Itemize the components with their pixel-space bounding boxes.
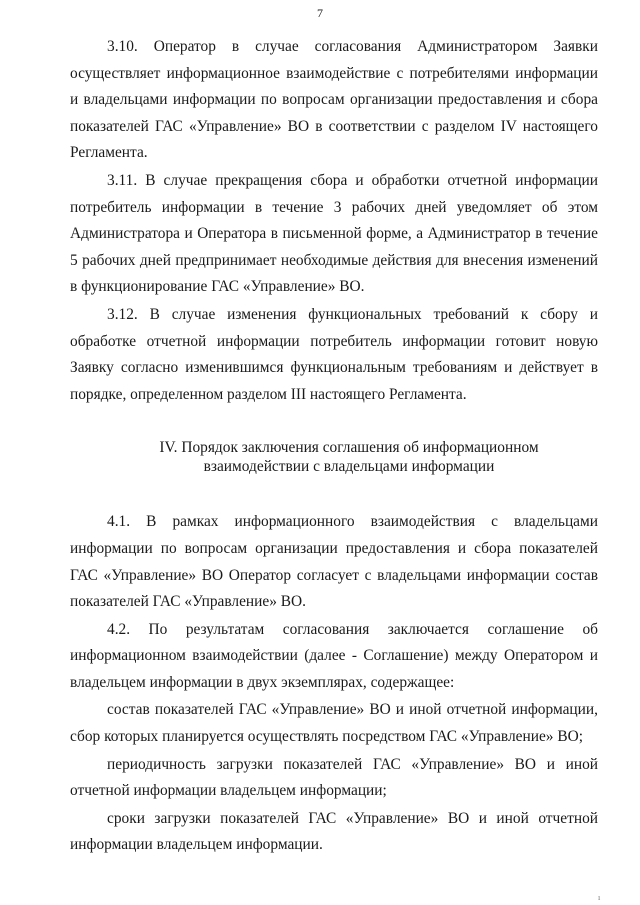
list-item-composition: состав показателей ГАС «Управление» ВО и иной отчетной информации, сбор которых планируется осуществлять посредством ГАС «Управление» ВО;	[70, 701, 598, 746]
paragraph-4-2: 4.2. По результатам согласования заключается соглашение об информационном взаимодействии (далее - Соглашение) между Оператором и владельцем информации в двух экземплярах, содержащее:	[70, 620, 598, 691]
section-heading	[70, 438, 598, 476]
paragraph-3-12: 3.12. В случае изменения функциональных требований к сбору и обработке отчетной информации потребитель информации готовит новую Заявку согласно изменившимся функциональным требованиям и действует в порядке, определенном разделом III настоящего Регламента.	[70, 305, 598, 403]
list-item-periodicity: периодичность загрузки показателей ГАС «Управление» ВО и иной отчетной информации владельцем информации;	[70, 755, 598, 800]
scan-corner-mark: ı	[598, 893, 601, 902]
section-heading-line-2: взаимодействии с владельцами информации	[203, 458, 495, 476]
paragraph-3-10: 3.10. Оператор в случае согласования Администратором Заявки осуществляет информационное взаимодействие с потребителями информации и владельцами информации по вопросам организации предоставления и сбора показателей ГАС «Управление» ВО в соответствии с разделом IV настоящего Регламента.	[70, 38, 598, 162]
paragraph-4-1: 4.1. В рамках информационного взаимодействия с владельцами информации по вопросам организации предоставления и сбора показателей ГАС «Управление» ВО Оператор согласует с владельцами информации состав показателей ГАС «Управление» ВО.	[70, 513, 598, 611]
section-heading-line-1: IV. Порядок заключения соглашения об информационном	[159, 439, 539, 457]
paragraph-3-11: 3.11. В случае прекращения сбора и обработки отчетной информации потребитель информации в течение 3 рабочих дней уведомляет об этом Администратора и Оператора в письменной форме, а Администратор в течение 5 рабочих дней предпринимает необходимые действия для внесения изменений в функционирование ГАС «Управление» ВО.	[70, 171, 598, 296]
document-body	[70, 34, 598, 859]
list-item-deadlines: сроки загрузки показателей ГАС «Управление» ВО и иной отчетной информации владельцем информации.	[70, 809, 598, 854]
page-number: 7	[317, 6, 323, 20]
